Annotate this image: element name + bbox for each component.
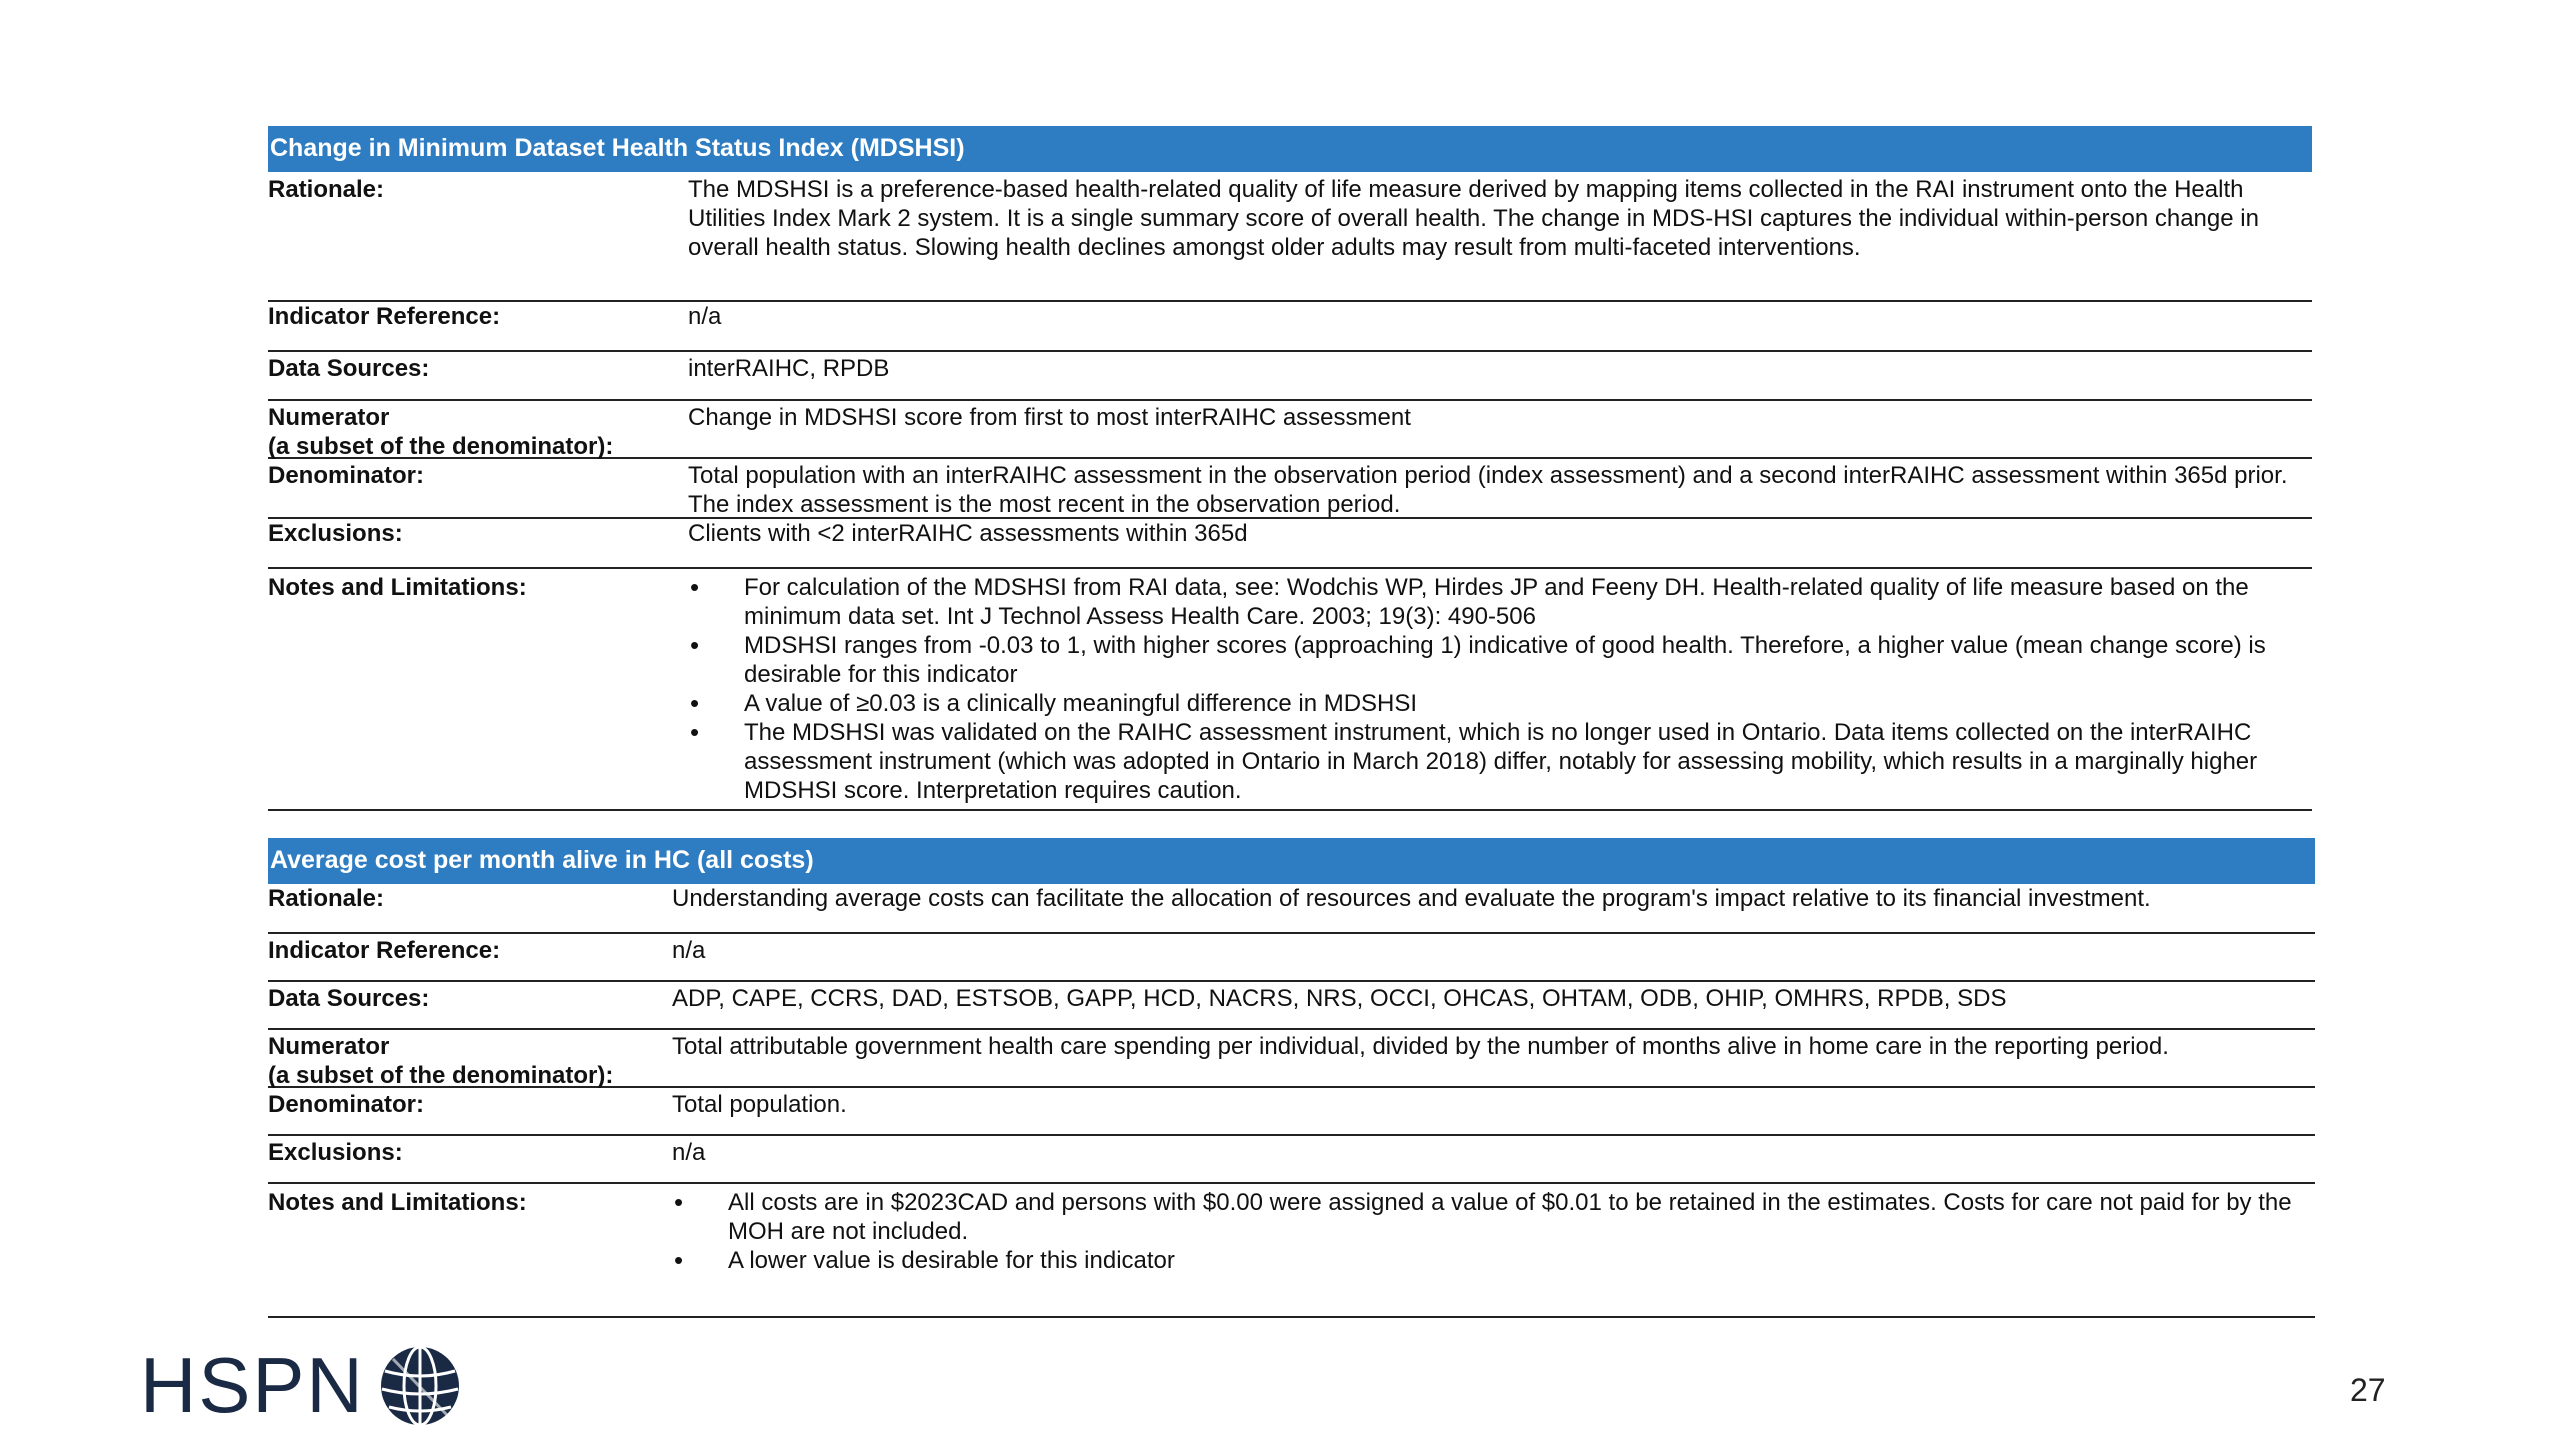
- row-value: Understanding average costs can facilitate the allocation of resources and evaluate the program's impact relative to its financial investment.: [672, 885, 2151, 912]
- row-label: Data Sources:: [268, 985, 430, 1012]
- row-value: Total attributable government health care spending per individual, divided by the number of months alive in home care in the reporting period.: [672, 1033, 2169, 1060]
- numerator-label: Numerator: [268, 404, 390, 431]
- row-label: Notes and Limitations:: [268, 1189, 527, 1216]
- row-label: Indicator Reference:: [268, 937, 501, 964]
- indicator-reference-row: [268, 302, 2312, 352]
- rationale-row: [268, 884, 2315, 934]
- list-item: • For calculation of the MDSHSI from RAI data, see: Wodchis WP, Hirdes JP and Feeny DH. Health-related quality of life measure based on the minimum data set. Int J Technol Assess Health Care. 2003; 19(3): 490-506: [688, 573, 2308, 631]
- logo-text: HSPN: [140, 1341, 365, 1429]
- row-value: n/a: [672, 1139, 706, 1166]
- row-label: Denominator:: [268, 1091, 424, 1118]
- average-cost-indicator-table: [268, 838, 2315, 1318]
- hspn-logo: [140, 1340, 461, 1431]
- row-value: Total population with an interRAIHC assessment in the observation period (index assessment) and a second interRAIHC assessment within 365d prior. The index assessment is the most recent in the observation period.: [688, 462, 2288, 518]
- row-label: Indicator Reference:: [268, 303, 501, 330]
- row-label: Notes and Limitations:: [268, 574, 527, 601]
- row-label: [268, 403, 688, 460]
- row-value: Change in MDSHSI score from first to most interRAIHC assessment: [688, 404, 1411, 431]
- notes-value: [672, 1188, 2315, 1316]
- row-value: Clients with <2 interRAIHC assessments within 365d: [688, 520, 1248, 547]
- denominator-row: [268, 459, 2312, 519]
- list-item: • MDSHSI ranges from -0.03 to 1, with higher scores (approaching 1) indicative of good health. Therefore, a higher value (mean change score) is desirable for this indicator: [688, 631, 2308, 689]
- data-sources-row: [268, 982, 2315, 1030]
- row-label: Denominator:: [268, 462, 424, 489]
- notes-row: [268, 569, 2312, 811]
- notes-list: [688, 573, 2308, 805]
- exclusions-row: [268, 1136, 2315, 1184]
- numerator-row: [268, 401, 2312, 459]
- mdshsi-indicator-table: [268, 126, 2312, 811]
- list-item: • All costs are in $2023CAD and persons with $0.00 were assigned a value of $0.01 to be retained in the estimates. Costs for care not paid for by the MOH are not included.: [672, 1188, 2311, 1246]
- indicator-reference-row: [268, 934, 2315, 982]
- row-value: interRAIHC, RPDB: [688, 355, 890, 382]
- row-value: The MDSHSI is a preference-based health-related quality of life measure derived by mapping items collected in the RAI instrument onto the Health Utilities Index Mark 2 system. It is a single summary score of overall health. The change in MDS-HSI captures the individual within-person change in overall health status. Slowing health declines amongst older adults may result from multi-faceted interventions.: [688, 176, 2259, 261]
- notes-list: [672, 1188, 2311, 1275]
- row-value: Total population.: [672, 1091, 847, 1118]
- numerator-row: [268, 1030, 2315, 1088]
- row-label: Rationale:: [268, 885, 385, 912]
- row-label: Data Sources:: [268, 355, 430, 382]
- list-item: • A lower value is desirable for this indicator: [672, 1246, 2311, 1275]
- row-label: Exclusions:: [268, 520, 403, 547]
- row-label: [268, 1032, 672, 1089]
- exclusions-row: [268, 519, 2312, 569]
- data-sources-row: [268, 352, 2312, 401]
- rationale-row: [268, 172, 2312, 302]
- notes-row: [268, 1184, 2315, 1318]
- list-item: • A value of ≥0.03 is a clinically meaningful difference in MDSHSI: [688, 689, 2308, 718]
- table-title: Change in Minimum Dataset Health Status Index (MDSHSI): [268, 126, 2312, 172]
- globe-icon: [379, 1345, 461, 1427]
- row-label: Exclusions:: [268, 1139, 403, 1166]
- denominator-row: [268, 1088, 2315, 1136]
- list-item: • The MDSHSI was validated on the RAIHC assessment instrument, which is no longer used in Ontario. Data items collected on the interRAIHC assessment instrument (which was adopted in Ontario in March 2018) differ, notably for assessing mobility, which results in a marginally higher MDSHSI score. Interpretation requires caution.: [688, 718, 2308, 805]
- numerator-label-sub: (a subset of the denominator):: [268, 1062, 614, 1089]
- row-value: ADP, CAPE, CCRS, DAD, ESTSOB, GAPP, HCD, NACRS, NRS, OCCI, OHCAS, OHTAM, ODB, OHIP, OMHRS, RPDB, SDS: [672, 985, 2007, 1012]
- notes-value: [688, 573, 2312, 809]
- row-label: Rationale:: [268, 176, 385, 203]
- numerator-label: Numerator: [268, 1033, 390, 1060]
- numerator-label-sub: (a subset of the denominator):: [268, 433, 614, 460]
- page-number: 27: [2350, 1372, 2386, 1408]
- row-value: n/a: [672, 937, 706, 964]
- table-title: Average cost per month alive in HC (all costs): [268, 838, 2315, 884]
- row-value: n/a: [688, 303, 722, 330]
